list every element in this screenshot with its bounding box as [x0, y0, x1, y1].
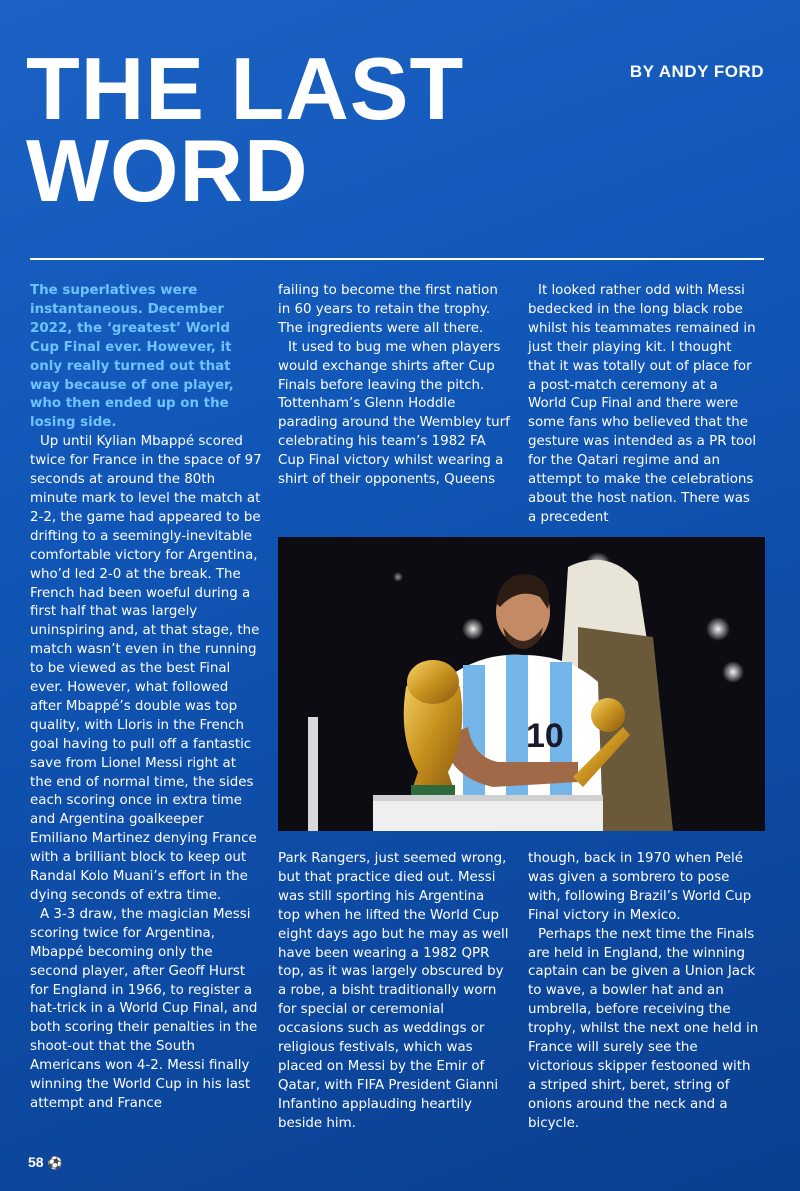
- column-2-bottom: [278, 850, 510, 1130]
- body-paragraph-1: Up until Kylian Mbappé scored twice for France in the space of 97 seconds at around the 80th minute mark to level the match at 2-2, the game had appeared to be drifting to a seemingly-inevitable comfortable victory for Argentina, who’d led 2-0 at the break. The French had been woeful during a first half that was largely uninspiring and, at that stage, the match wasn’t even in the running to be viewed as the best Final ever. However, what followed after Mbappé’s double was top quality, with Lloris in the French goal having to pull off a fantastic save from Lionel Messi right at the end of normal time, the sides each scoring once in extra time and Argentina goalkeeper Emiliano Martinez denying France with a brilliant block to keep out Randal Kolo Muani’s effort in the dying seconds of extra time.: [30, 434, 262, 903]
- headline-line-1: THE LAST: [26, 39, 465, 138]
- page-footer: [28, 1154, 63, 1170]
- shirt-number: 10: [526, 717, 564, 755]
- byline: BY ANDY FORD: [629, 62, 764, 81]
- intro-paragraph: The superlatives were instantaneous. December 2022, the ‘greatest’ World Cup Final ever. However, it only really turned out that way because of one player, who then ended up on the losing side.: [30, 283, 234, 431]
- page-number: 58: [28, 1154, 44, 1170]
- column-1: [30, 282, 262, 1127]
- column-3-bottom: [528, 850, 760, 1130]
- column-3-top: [528, 282, 760, 528]
- body-paragraph-2: A 3-3 draw, the magician Messi scoring twice for Argentina, Mbappé becoming only the second player, after Geoff Hurst for England in 1966, to register a hat-trick in a World Cup Final, and both scoring their penalties in the shoot-out that the South Americans won 4-2. Messi finally winning the World Cup in his last attempt and France: [30, 906, 258, 1111]
- headline-line-2: WORD: [26, 121, 309, 220]
- body-paragraph-7: though, back in 1970 when Pelé was given a sombrero to pose with, following Brazil’s World Cup Final victory in Mexico.: [528, 851, 752, 923]
- column-2-top: [278, 282, 510, 528]
- photo-illustration: [278, 537, 765, 831]
- body-paragraph-3: failing to become the first nation in 60 years to retain the trophy. The ingredients were all there.: [278, 283, 498, 336]
- body-paragraph-5: It looked rather odd with Messi bedecked in the long black robe whilst his teammates remained in just their playing kit. I thought that it was totally out of place for a post-match ceremony at a World Cup Final and there were some fans who believed that the gesture was intended as a PR tool for the Qatari regime and an attempt to make the celebrations about the host nation. There was a precedent: [528, 283, 757, 525]
- body-paragraph-6: Park Rangers, just seemed wrong, but that practice died out. Messi was still sporting his Argentina top when he lifted the World Cup eight days ago but he may as well have been wearing a 1982 QPR top, as it was largely obscured by a robe, a bisht traditionally worn for special or ceremonial occasions such as weddings or religious festivals, which was placed on Messi by the Emir of Qatar, with FIFA President Gianni Infantino applauding heartily beside him.: [278, 851, 509, 1131]
- headline: [26, 39, 465, 220]
- messi-trophy-photo: [278, 537, 765, 831]
- football-icon: ⚽: [47, 1156, 63, 1170]
- body-paragraph-8: Perhaps the next time the Finals are held in England, the winning captain can be given a Union Jack to wave, a bowler hat and an umbrella, before receiving the trophy, whilst the next one held in France will surely see the victorious skipper festooned with a striped shirt, beret, string of onions around the neck and a bicycle.: [528, 926, 759, 1131]
- header-divider: [30, 258, 764, 260]
- body-paragraph-4: It used to bug me when players would exchange shirts after Cup Finals before leaving the pitch. Tottenham’s Glenn Hoddle parading around the Wembley turf celebrating his team’s 1982 FA Cup Final victory whilst wearing a shirt of their opponents, Queens: [278, 339, 510, 488]
